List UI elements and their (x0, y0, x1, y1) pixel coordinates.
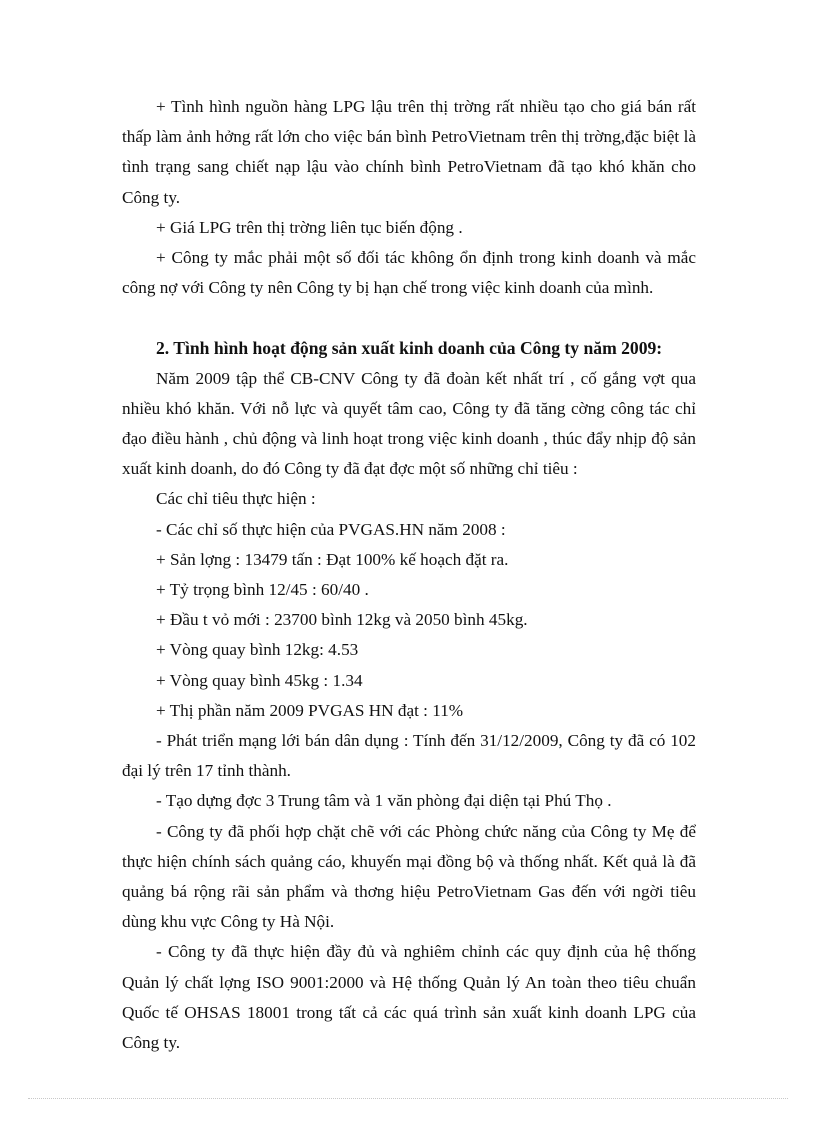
paragraph-unstable-partners: + Công ty mắc phải một số đối tác không ổn định trong kinh doanh và mắc công nợ với Công ty nên Công ty bị hạn chế trong việc kinh doanh của mình. (122, 248, 696, 298)
section-market-issues (122, 92, 696, 303)
list-item: + Thị phần năm 2009 PVGAS HN đạt : 11% (156, 700, 464, 720)
paragraph-lpg-price: + Giá LPG trên thị trờng liên tục biến động . (156, 217, 463, 237)
list-item: + Sản lợng : 13479 tấn : Đạt 100% kế hoạch đặt ra. (156, 549, 509, 569)
list-item: + Vòng quay bình 12kg: 4.53 (156, 640, 359, 660)
section-heading: 2. Tình hình hoạt động sản xuất kinh doanh của Công ty năm 2009: (156, 338, 663, 359)
list-item: - Tạo dựng đợc 3 Trung tâm và 1 văn phòng đại diện tại Phú Thọ . (156, 791, 612, 811)
list-item: + Vòng quay bình 45kg : 1.34 (156, 670, 363, 690)
document-body (122, 92, 696, 1058)
list-item: - Công ty đã phối hợp chặt chẽ với các Phòng chức năng của Công ty Mẹ để thực hiện chính sách quảng cáo, khuyến mại đồng bộ và thống nhất. Kết quả là đã quảng bá rộng rãi sản phẩm và thơng hiệu PetroVietnam Gas đến với ngời tiêu dùng khu vực Công ty Hà Nội. (122, 821, 696, 932)
section-business-2009 (122, 333, 696, 1058)
list-item: - Phát triển mạng lới bán dân dụng : Tính đến 31/12/2009, Công ty đã có 102 đại lý trên 17 tỉnh thành. (122, 731, 696, 781)
paragraph-illegal-lpg: + Tình hình nguồn hàng LPG lậu trên thị trờng rất nhiều tạo cho giá bán rất thấp làm ảnh hởng rất lớn cho việc bán bình PetroVietnam trên thị trờng,đặc biệt là tình trạng sang chiết nạp lậu vào chính bình PetroVietnam đã tạo khó khăn cho Công ty. (122, 97, 696, 207)
paragraph-intro: Năm 2009 tập thể CB-CNV Công ty đã đoàn kết nhất trí , cố gắng vợt qua nhiều khó khăn. Với nỗ lực và quyết tâm cao, Công ty đã tăng cờng công tác chỉ đạo điều hành , chủ động và linh hoạt trong việc kinh doanh , thúc đẩy nhịp độ sản xuất kinh doanh, do đó Công ty đã đạt đợc một số những chỉ tiêu : (122, 368, 696, 479)
section-spacer (122, 303, 696, 333)
list-item: - Công ty đã thực hiện đầy đủ và nghiêm chỉnh các quy định của hệ thống Quản lý chất lợng ISO 9001:2000 và Hệ thống Quản lý An toàn theo tiêu chuẩn Quốc tế OHSAS 18001 trong tất cả các quá trình sản xuất kinh doanh LPG của Công ty. (122, 942, 696, 1053)
list-item: Các chỉ tiêu thực hiện : (156, 489, 316, 509)
list-item: + Đầu t vỏ mới : 23700 bình 12kg và 2050 bình 45kg. (156, 610, 528, 630)
page-bottom-divider (28, 1098, 788, 1099)
list-item: + Tỷ trọng bình 12/45 : 60/40 . (156, 580, 369, 600)
list-item: - Các chỉ số thực hiện của PVGAS.HN năm 2008 : (156, 519, 506, 539)
